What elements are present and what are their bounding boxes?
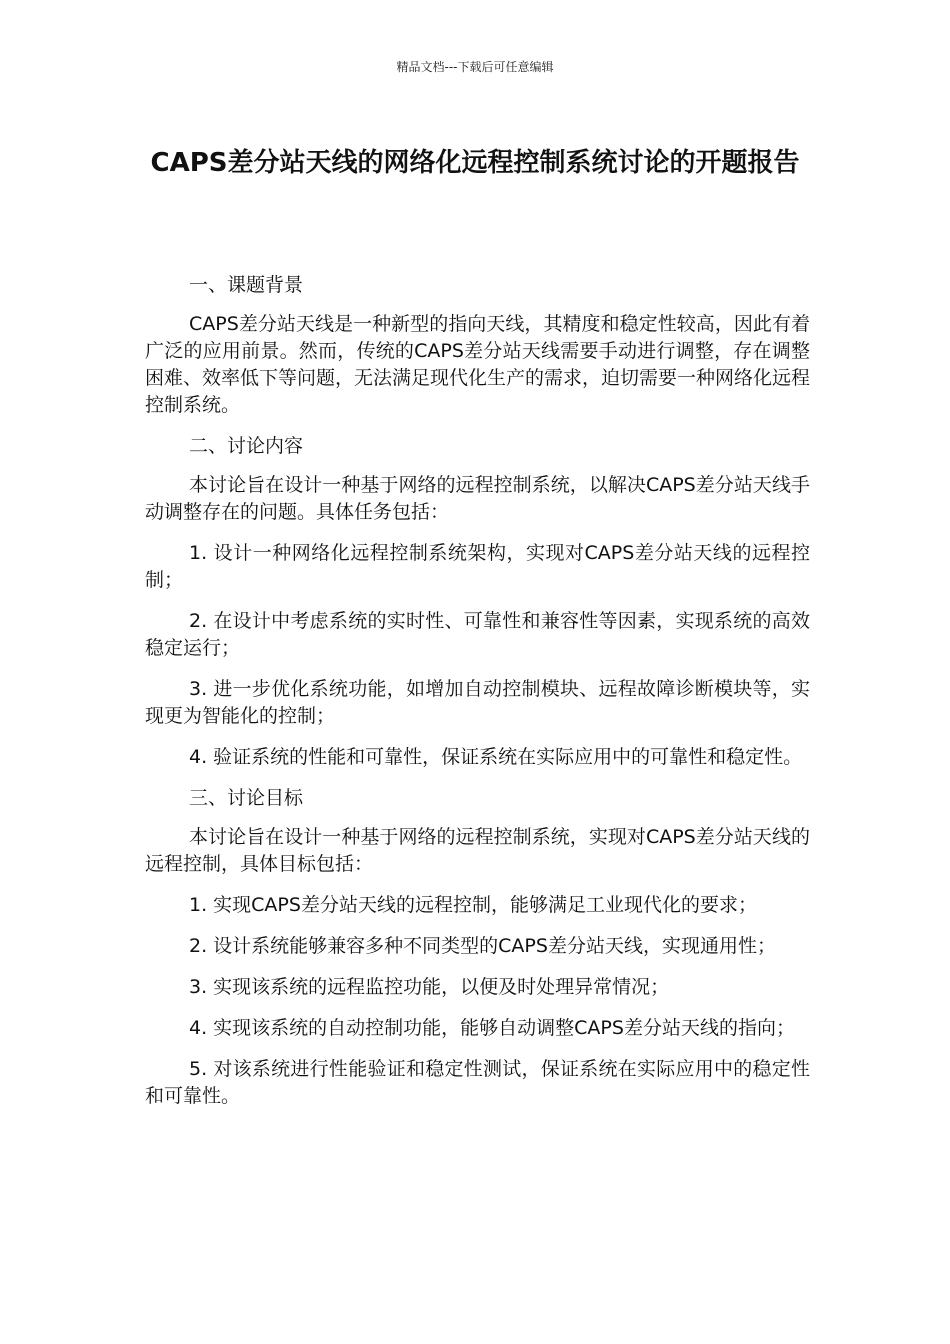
list-item: 3. 实现该系统的远程监控功能，以便及时处理异常情况；: [189, 976, 670, 998]
section-heading-background: 一、课题背景: [189, 274, 304, 296]
paragraph-background: CAPS差分站天线是一种新型的指向天线，其精度和稳定性较高，因此有着广泛的应用前景。然而，传统的CAPS差分站天线需要手动进行调整，存在调整困难、效率低下等问题，无法满足现代化生产的需求，迫切需要一种网络化远程控制系统。: [145, 313, 811, 416]
list-item: 4. 验证系统的性能和可靠性，保证系统在实际应用中的可靠性和稳定性。: [189, 746, 803, 768]
list-item: 2. 设计系统能够兼容多种不同类型的CAPS差分站天线，实现通用性；: [189, 935, 776, 957]
list-item: 5. 对该系统进行性能验证和稳定性测试，保证系统在实际应用中的稳定性和可靠性。: [145, 1058, 810, 1107]
paragraph-goals-intro: 本讨论旨在设计一种基于网络的远程控制系统，实现对CAPS差分站天线的远程控制，具体目标包括：: [145, 826, 810, 875]
page-header: 精品文档---下载后可任意编辑: [396, 60, 554, 74]
document-body: [145, 272, 810, 1124]
list-item: 1. 实现CAPS差分站天线的远程控制，能够满足工业现代化的要求；: [189, 894, 757, 916]
paragraph-content-intro: 本讨论旨在设计一种基于网络的远程控制系统，以解决CAPS差分站天线手动调整存在的问题。具体任务包括：: [145, 474, 810, 523]
list-item: 2. 在设计中考虑系统的实时性、可靠性和兼容性等因素，实现系统的高效稳定运行；: [145, 610, 810, 659]
document-title: CAPS差分站天线的网络化远程控制系统讨论的开题报告: [150, 148, 800, 178]
list-item: 3. 进一步优化系统功能，如增加自动控制模块、远程故障诊断模块等，实现更为智能化的控制；: [145, 678, 810, 727]
section-heading-goals: 三、讨论目标: [189, 787, 304, 809]
list-item: 1. 设计一种网络化远程控制系统架构，实现对CAPS差分站天线的远程控制；: [145, 542, 810, 591]
section-heading-content: 二、讨论内容: [189, 435, 304, 457]
list-item: 4. 实现该系统的自动控制功能，能够自动调整CAPS差分站天线的指向；: [189, 1017, 795, 1039]
